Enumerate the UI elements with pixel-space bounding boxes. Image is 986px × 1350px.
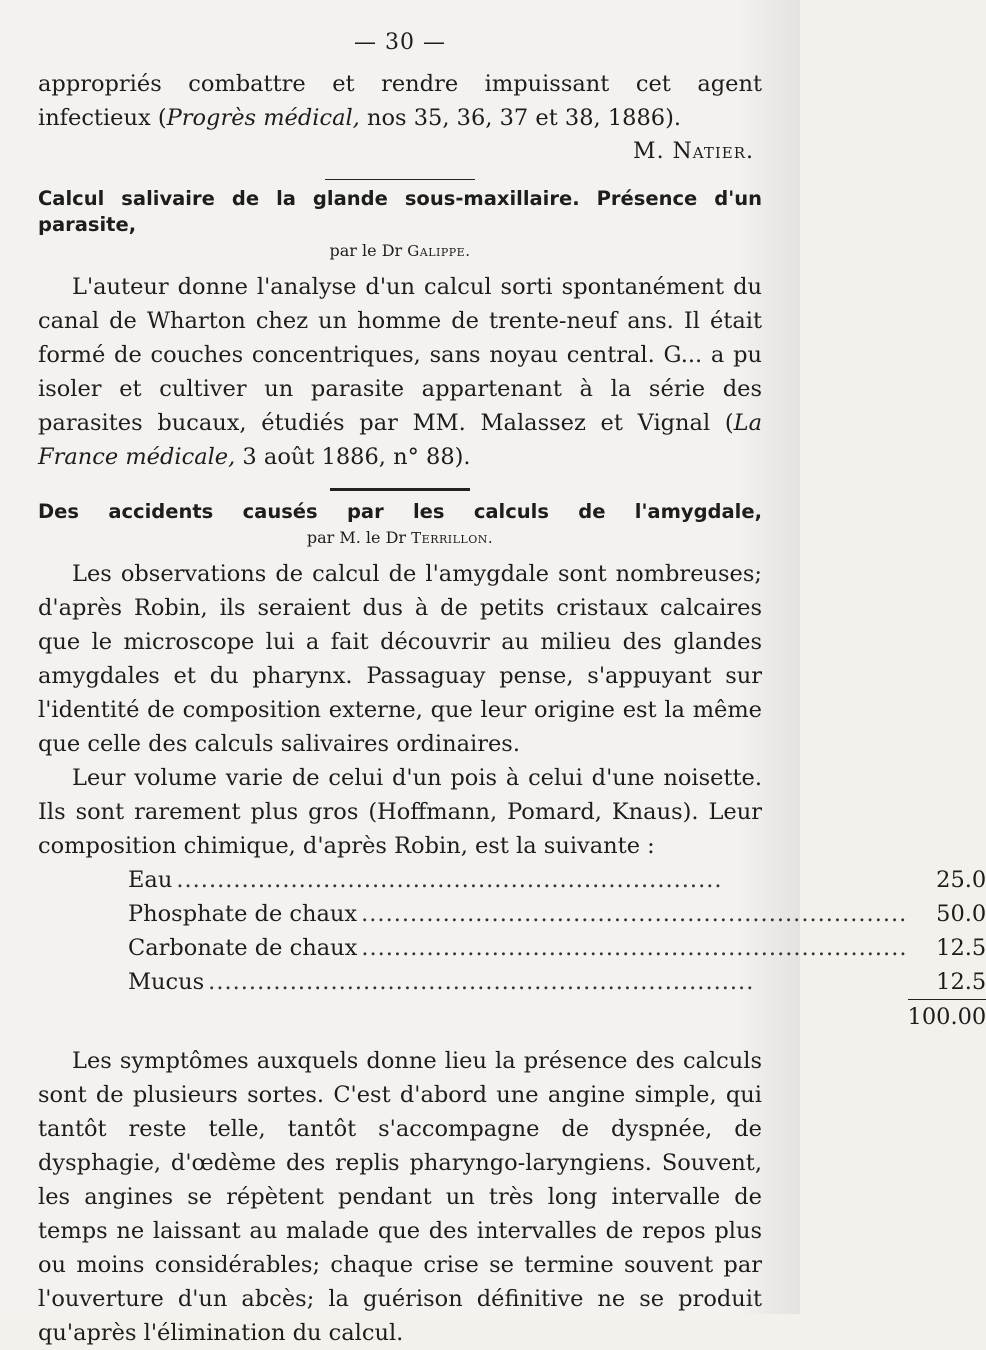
article2-heading: Des accidents causés par les calculs de l'amygdale, [38, 500, 762, 523]
composition-row [128, 863, 986, 897]
article2-author: Terrillon. [411, 529, 494, 547]
composition-row [128, 931, 986, 965]
intro-source: Progrès médical, [166, 105, 360, 131]
article1-text-end: 3 août 1886, n° 88). [235, 444, 471, 470]
article1-heading: Calcul salivaire de la glande sous-maxillaire. Présence d'un parasite, [38, 187, 762, 236]
leader-dots: ................................................................... [208, 969, 755, 996]
article2-paragraph-1: Les observations de calcul de l'amygdale sont nombreuses; d'après Robin, ils seraient dus à de petits cristaux calcaires que le microscope lui a fait découvrir au milieu des glandes amygdales et du pharynx. Passaguay pense, s'appuyant sur l'identité de composition externe, que leur origine est la même que celle des calculs salivaires ordinaires. [38, 561, 762, 757]
article2-byline-prefix: par M. le Dr [306, 528, 407, 547]
signature [38, 135, 762, 169]
composition-row [128, 897, 986, 931]
article2-paragraph-2: Leur volume varie de celui d'un pois à celui d'une noisette. Ils sont rarement plus gros (Hoffmann, Pomard, Knaus). Leur composition chimique, d'après Robin, est la suivante : [38, 765, 762, 859]
composition-label: Eau [128, 867, 176, 893]
article1-text: L'auteur donne l'analyse d'un calcul sorti spontanément du canal de Wharton chez un homme de trente-neuf ans. Il était formé de couches concentriques, sans noyau central. G... a pu isoler et cultiver un parasite appartenant à la série des parasites bucaux, étudiés par MM. Malassez et Vignal ( [38, 274, 762, 436]
composition-value: 50.0 [936, 901, 986, 927]
composition-table [128, 863, 986, 1034]
intro-text-end: nos 35, 36, 37 et 38, 1886). [359, 105, 682, 131]
composition-value: 25.0 [936, 867, 986, 893]
article2-paragraph-3: Les symptômes auxquels donne lieu la présence des calculs sont de plusieurs sortes. C'est d'abord une angine simple, qui tantôt reste telle, tantôt s'accompagne de dyspnée, de dysphagie, d'œdème des replis pharyngo-laryngiens. Souvent, les angines se répètent pendant un très long intervalle de temps ne laissant au malade que des intervalles de repos plus ou moins considérables; chaque crise se termine souvent par l'ouverture d'un abcès; la guérison définitive ne se produit qu'après l'élimination du calcul. [38, 1048, 762, 1346]
composition-label: Phosphate de chaux [128, 901, 361, 927]
composition-value: 12.5 [936, 969, 986, 995]
composition-total-row [128, 1000, 986, 1035]
composition-row [128, 965, 986, 1000]
separator-rule-thick [330, 488, 470, 491]
composition-total: 100.00 [908, 1000, 986, 1035]
composition-label: Carbonate de chaux [128, 935, 361, 961]
composition-label: Mucus [128, 969, 208, 995]
intro-paragraph [38, 67, 762, 135]
separator-rule [325, 179, 475, 180]
leader-dots: ................................................................... [361, 901, 908, 927]
article2-byline [38, 527, 762, 549]
article1-byline [38, 240, 762, 262]
leader-dots: ................................................................... [361, 935, 908, 961]
article1-paragraph [38, 270, 762, 474]
article1-source: La France médicale, [38, 410, 762, 470]
page-number: — 30 — [354, 30, 446, 55]
intro-text: appropriés combattre et rendre impuissant cet agent infectieux ( [38, 71, 762, 131]
signature-name: M. Natier. [633, 139, 754, 164]
article1-author: Galippe. [407, 242, 471, 260]
article1-byline-prefix: par le Dr [329, 241, 403, 260]
composition-value: 12.5 [936, 935, 986, 961]
leader-dots: ................................................................... [176, 867, 723, 893]
